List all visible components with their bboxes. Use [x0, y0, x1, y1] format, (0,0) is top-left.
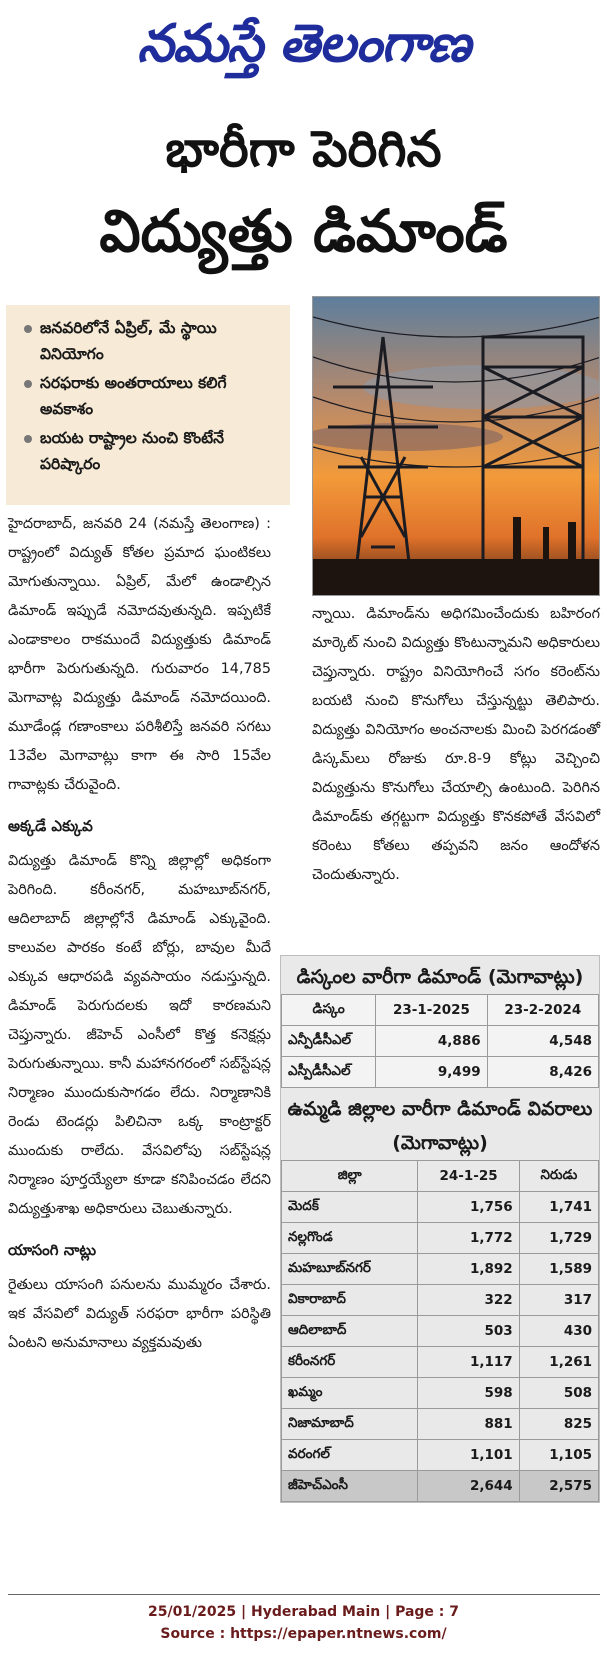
- article-left-column: [8, 510, 271, 1358]
- footer-divider: [8, 1594, 600, 1595]
- table-row: [282, 1347, 599, 1378]
- table-header: డిస్కం: [282, 995, 376, 1026]
- table-row: [282, 1057, 599, 1088]
- table-header: నిరుడు: [519, 1161, 598, 1192]
- table-row: [282, 1316, 599, 1347]
- district-table-title: ఉమ్మడి జిల్లాల వారీగా డిమాండ్ వివరాలు (మెగావాట్లు): [287, 1098, 593, 1154]
- headline-line-2: విద్యుత్తు డిమాండ్: [99, 197, 508, 265]
- table-cell: 2,644: [418, 1471, 519, 1502]
- table-cell: మహబూబ్‌నగర్: [282, 1254, 418, 1285]
- headline-line-1: భారీగా పెరిగిన: [165, 120, 442, 178]
- article-subhead: యాసంగి నాట్లు: [8, 1241, 97, 1259]
- table-cell: 1,741: [519, 1192, 598, 1223]
- table-cell: 1,892: [418, 1254, 519, 1285]
- article-paragraph: హైదరాబాద్, జనవరి 24 (నమస్తే తెలంగాణ) : రాష్ట్రంలో విద్యుత్ కోతల ప్రమాద ఘంటికలు మోగుతున్నాయి. ఏప్రిల్, మేలో ఉండాల్సిన డిమాండ్ ఇప్పుడే నమోదవుతున్నది. ఇప్పటికే ఎండాకాలం రాకముందే విద్యుత్తుకు డిమాండ్ భారీగా పెరుగుతున్నది. గురువారం 14,785 మెగావాట్ల విద్యుత్తు డిమాండ్ నమోదయింది. మూడేండ్ల గణాంకాలు పరిశీలిస్తే జనవరి సగటు 13వేల మెగావాట్లు కాగా ఈ సారి 15వేల గావాట్లకు చేరువైంది.: [8, 516, 271, 793]
- table-cell: కరీంనగర్: [282, 1347, 418, 1378]
- table-cell: 317: [519, 1285, 598, 1316]
- masthead-title: నమస్తే తెలంగాణ: [137, 14, 470, 74]
- table-row: [282, 1192, 599, 1223]
- table-header: 23-1-2025: [376, 995, 487, 1026]
- table-cell: వికారాబాద్: [282, 1285, 418, 1316]
- table-header: 23-2-2024: [487, 995, 598, 1026]
- table-row: [282, 1223, 599, 1254]
- table-cell: 4,548: [487, 1026, 598, 1057]
- table-cell: 1,772: [418, 1223, 519, 1254]
- footer-edition-line: 25/01/2025 | Hyderabad Main | Page : 7: [147, 1604, 460, 1620]
- power-tower-photo: [312, 296, 600, 596]
- discom-demand-table: [281, 994, 599, 1088]
- article-right-column: [312, 600, 600, 890]
- table-header: జిల్లా: [282, 1161, 418, 1192]
- power-tower-illustration: [313, 297, 600, 596]
- discom-table-title: డిస్కంల వారీగా డిమాండ్ (మెగావాట్లు): [296, 966, 584, 988]
- table-cell: 1,105: [519, 1440, 598, 1471]
- table-cell: నల్లగొండ: [282, 1223, 418, 1254]
- table-cell: 1,729: [519, 1223, 598, 1254]
- highlights-box: [6, 305, 290, 505]
- table-row: [282, 1026, 599, 1057]
- table-cell: 881: [418, 1409, 519, 1440]
- article-paragraph: విద్యుత్తు డిమాండ్ కొన్ని జిల్లాల్లో అధికంగా పెరిగింది. కరీంనగర్, మహబూబ్‌నగర్, ఆదిలాబాద్ జిల్లాల్లోనే డిమాండ్ ఎక్కువైంది. కాలువల పారకం కంటే బోర్లు, బావుల మీదే ఎక్కువ ఆధారపడి వ్యవసాయం నడుస్తున్నది. డిమాండ్ పెరుగుదలకు ఇదో కారణమని చెప్తున్నారు. జీహెచ్ ఎంసీలో కొత్త కనెక్షన్లు పెరుగుతున్నాయి. కానీ మహానగరంలో సబ్‌స్టేషన్ల నిర్మాణం ముందుకుసాగడం లేదు. నిర్మాణానికి రెండు టెండర్లు పిలిచినా ఒక్క కాంట్రాక్టర్ ముందుకు రాలేదు. వేసవిలోపు సబ్‌స్టేషన్ల నిర్మాణం పూర్తయ్యేలా కూడా కనిపించడం లేదని విద్యుత్తుశాఖ అధికారులు చెబుతున్నారు.: [8, 853, 271, 1217]
- table-cell: మెదక్: [282, 1192, 418, 1223]
- table-row: [282, 1378, 599, 1409]
- table-row: [282, 1409, 599, 1440]
- table-cell: 2,575: [519, 1471, 598, 1502]
- table-cell: 503: [418, 1316, 519, 1347]
- highlight-item: సరఫరాకు అంతరాయాలు కలిగే అవకాశం: [24, 370, 280, 422]
- table-cell: 1,261: [519, 1347, 598, 1378]
- article-subhead: అక్కడే ఎక్కువ: [8, 817, 93, 835]
- table-cell: 430: [519, 1316, 598, 1347]
- table-cell: 9,499: [376, 1057, 487, 1088]
- table-cell: ఎన్పీడీసీఎల్: [282, 1026, 376, 1057]
- table-cell: 4,886: [376, 1026, 487, 1057]
- article-paragraph: న్నాయి. డిమాండ్‌ను అధిగమించేందుకు బహిరంగ మార్కెట్ నుంచి విద్యుత్తు కొంటున్నామని అధికారులు చెప్తున్నారు. రాష్ట్రం వినియోగించే సగం కరెంట్‌ను బయటి నుంచి కొనుగోలు చేస్తున్నట్టు తెలిపారు. విద్యుత్తు వినియోగం అంచనాలకు మించి పెరగడంతో డిస్కమ్‌లు రోజుకు రూ.8-9 కోట్లు వెచ్చించి విద్యుత్తును కొనుగోలు చేయాల్సి ఉంటుంది. పెరిగిన డిమాండ్‌కు తగ్గట్టుగా విద్యుత్తు కొనకపోతే వేసవిలో కరెంటు కోతలు తప్పవని జనం ఆందోళన చెందుతున్నారు.: [312, 606, 600, 883]
- district-demand-table: [281, 1160, 599, 1502]
- table-cell: 8,426: [487, 1057, 598, 1088]
- table-cell: 598: [418, 1378, 519, 1409]
- table-cell: ఎస్పీడీసీఎల్: [282, 1057, 376, 1088]
- footer-source-line: Source : https://epaper.ntnews.com/: [160, 1626, 447, 1642]
- table-header: 24-1-25: [418, 1161, 519, 1192]
- demand-tables-box: [280, 955, 600, 1503]
- highlight-item: బయట రాష్ట్రాల నుంచి కొంటేనే పరిష్కారం: [24, 425, 280, 477]
- table-cell: 1,101: [418, 1440, 519, 1471]
- table-row: [282, 1471, 599, 1502]
- table-cell: నిజామాబాద్: [282, 1409, 418, 1440]
- table-cell: 322: [418, 1285, 519, 1316]
- table-cell: జీహెచ్ఎంసీ: [282, 1471, 418, 1502]
- table-cell: 1,756: [418, 1192, 519, 1223]
- table-row: [282, 1440, 599, 1471]
- table-cell: ఆదిలాబాద్: [282, 1316, 418, 1347]
- table-cell: 825: [519, 1409, 598, 1440]
- masthead: [0, 6, 607, 82]
- table-cell: 1,589: [519, 1254, 598, 1285]
- table-cell: ఖమ్మం: [282, 1378, 418, 1409]
- table-cell: 1,117: [418, 1347, 519, 1378]
- highlight-item: జనవరిలోనే ఏప్రిల్, మే స్థాయి వినియోగం: [24, 315, 280, 367]
- table-row: [282, 1285, 599, 1316]
- table-row: [282, 1254, 599, 1285]
- table-cell: 508: [519, 1378, 598, 1409]
- article-paragraph: రైతులు యాసంగి పనులను ముమ్మరం చేశారు. ఇక వేసవిలో విద్యుత్ సరఫరా భారీగా పరిస్థితి ఏంటని అనుమానాలు వ్యక్తమవుతు: [8, 1277, 271, 1351]
- table-cell: వరంగల్: [282, 1440, 418, 1471]
